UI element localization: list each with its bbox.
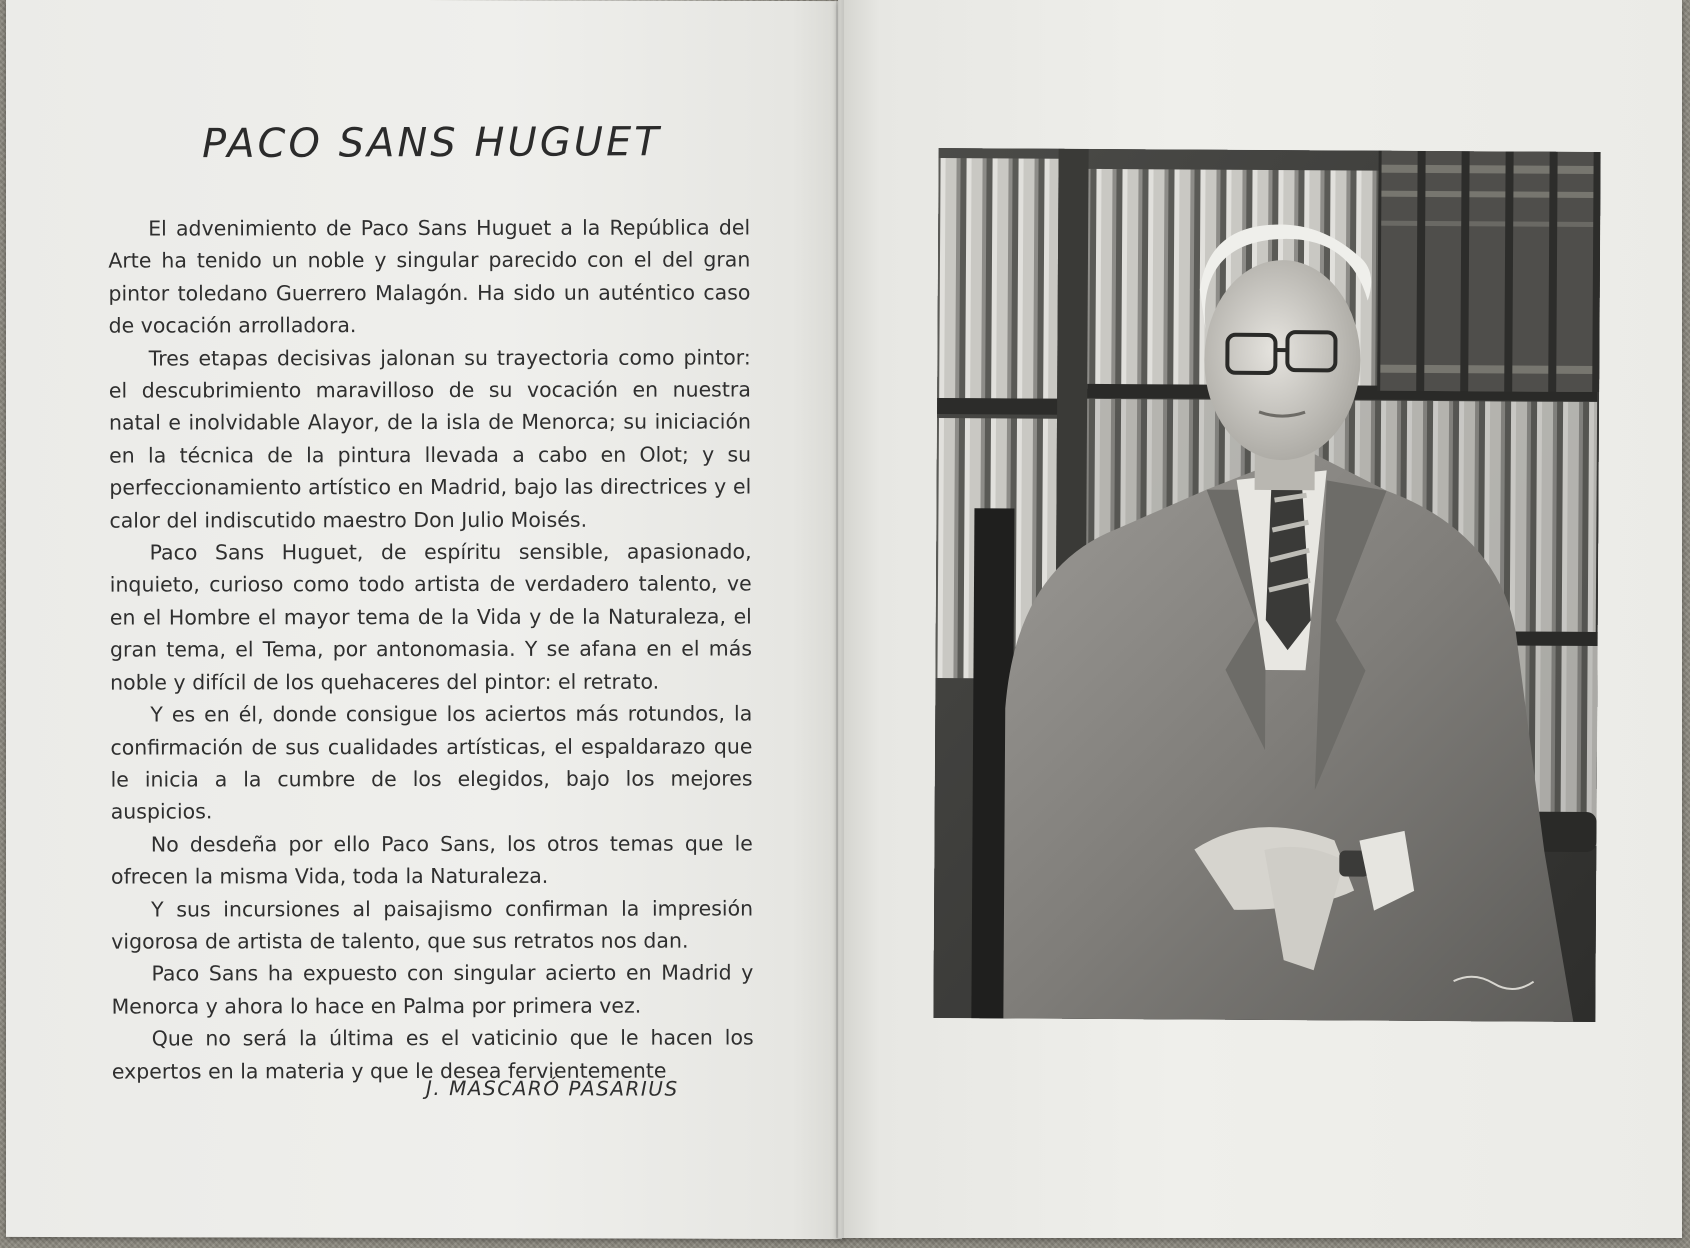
page-title: PACO SANS HUGUET bbox=[201, 119, 662, 168]
paragraph: No desdeña por ello Paco Sans, los otros temas que le ofrecen la misma Vida, toda la Naturaleza. bbox=[110, 831, 753, 889]
paragraph: Y sus incursiones al paisajismo confirman la impresión vigorosa de artista de talento, que sus retratos nos dan. bbox=[111, 895, 754, 954]
center-fold bbox=[836, 0, 844, 1238]
paragraph: El advenimiento de Paco Sans Huguet a la República del Arte ha tenido un noble y singular parecido con el del gran pintor toledano Guerrero Malagón. Ha sido un auténtico caso de vocación arrolladora. bbox=[108, 215, 751, 338]
paragraph: Que no será la última es el vaticinio que le hacen los expertos en la materia y que le desea fervientemente bbox=[111, 1025, 754, 1084]
author-signature: J. MASCARÓ PASARIUS bbox=[426, 1076, 679, 1101]
paragraph: Paco Sans ha expuesto con singular acierto en Madrid y Menorca y ahora lo hace en Palma por primera vez. bbox=[111, 960, 754, 1019]
paragraph: Paco Sans Huguet, de espíritu sensible, apasionado, inquieto, curioso como todo artista de verdadero talento, ve en el Hombre el mayor tema de la Vida y de la Naturaleza, el gran tema, el Tema, por antonomasia. Y se afana en el más noble y difícil de los quehaceres del pintor: el retrato. bbox=[109, 539, 753, 695]
open-brochure bbox=[6, 0, 1682, 1240]
left-page bbox=[6, 0, 842, 1239]
paragraph: Y es en él, donde consigue los aciertos más rotundos, la confirmación de sus cualidades artísticas, el espaldarazo que le inicia a la cumbre de los elegidos, bajo los mejores auspicios. bbox=[110, 701, 753, 824]
body-text bbox=[108, 211, 754, 1087]
paragraph: Tres etapas decisivas jalonan su trayectoria como pintor: el descubrimiento maravilloso de su vocación en nuestra natal e inolvidable Alayor, de la isla de Menorca; su iniciación en la técnica de la pintura llevada a cabo en Olot; y su perfeccionamiento artístico en Madrid, bajo las directrices y el calor del indiscutido maestro Don Julio Moisés. bbox=[108, 345, 752, 533]
portrait-painting-icon bbox=[933, 148, 1600, 1022]
